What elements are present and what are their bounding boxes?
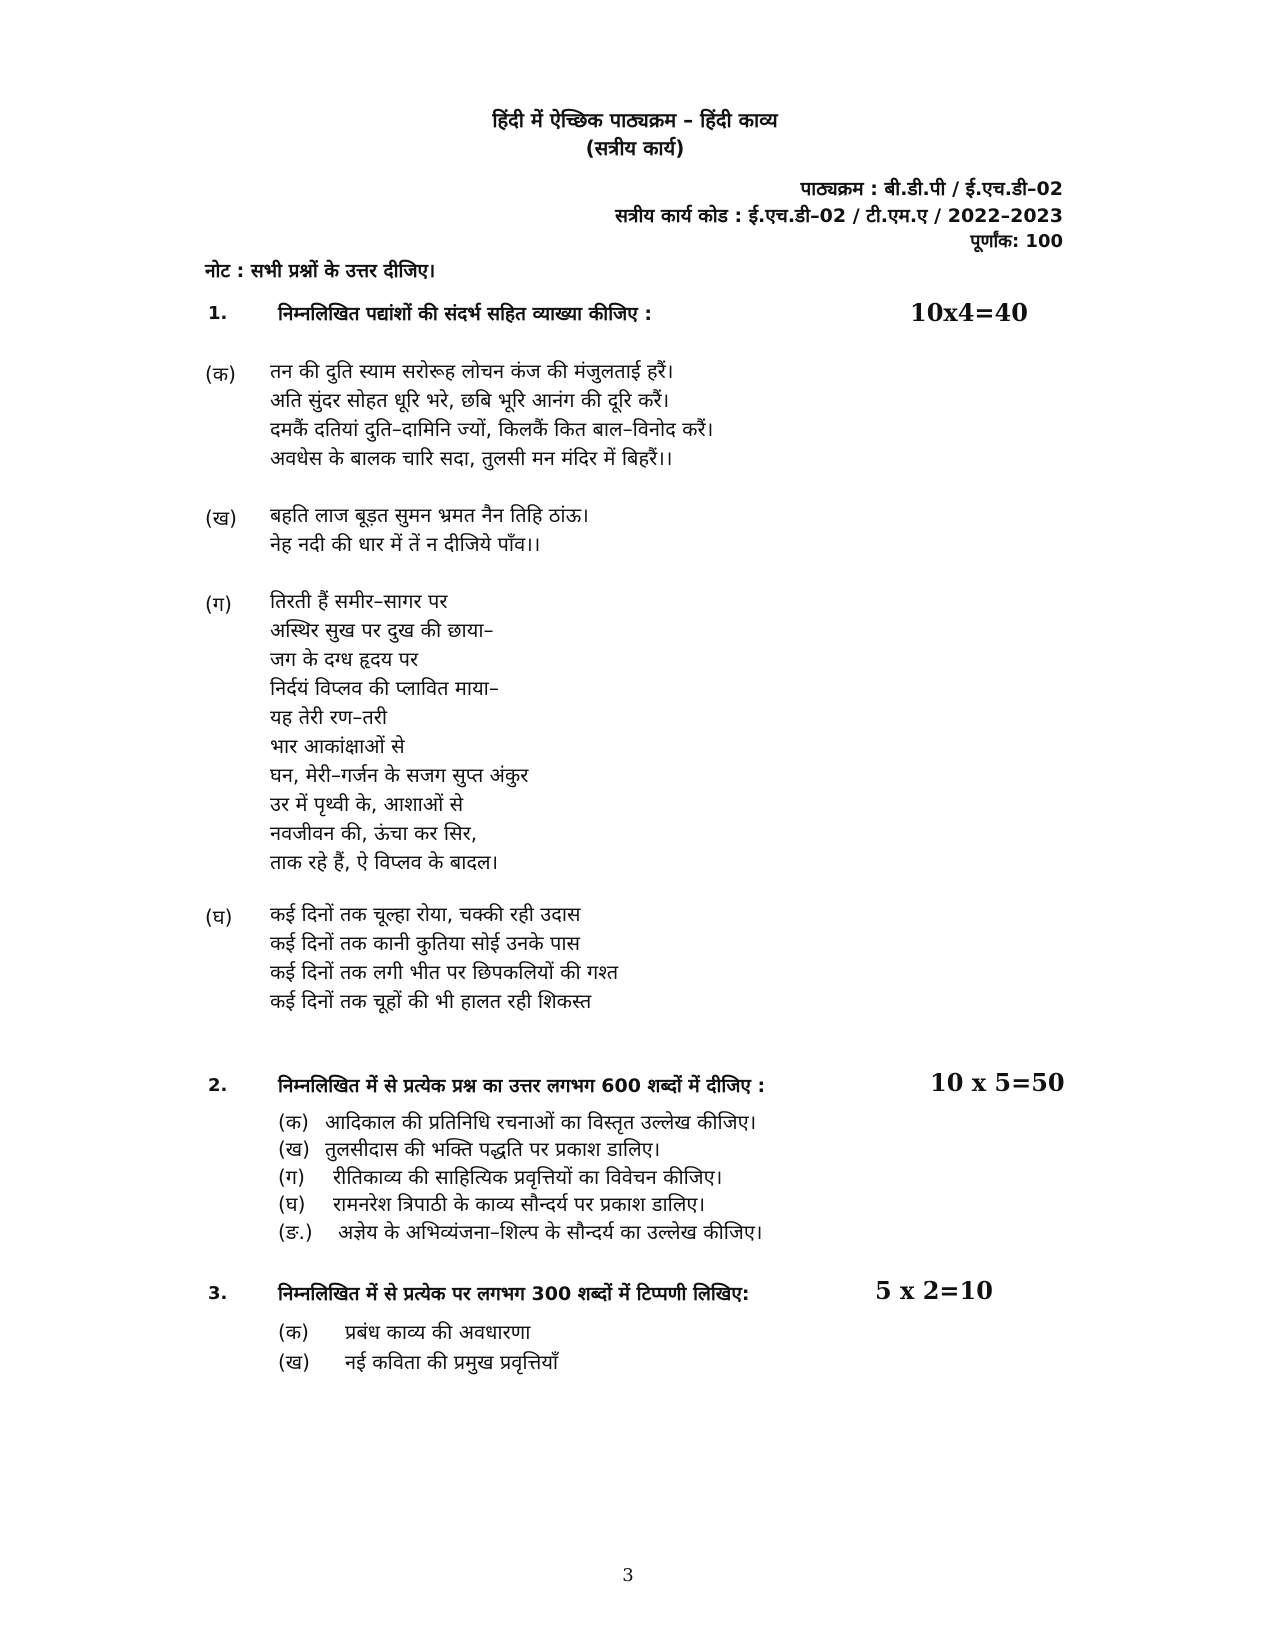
q1-part-kha-label: (ख) [205,506,237,530]
page-number: 3 [622,1565,634,1586]
q1-part-gha-label: (घ) [205,905,233,929]
verse-line: कई दिनों तक कानी कुतिया सोई उनके पास [270,931,581,955]
q1-part-kha-verse [270,501,589,559]
q3-item-text: नई कविता की प्रमुख प्रवृत्तियाँ [345,1350,559,1374]
verse-line: अस्थिर सुख पर दुख की छाया– [270,618,494,642]
verse-line: निर्दयं विप्लव की प्लावित माया– [270,676,499,700]
q1-part-ka-verse [270,357,713,473]
verse-line: यह तेरी रण–तरी [270,705,388,729]
question-1-marks: 10x4=40 [910,298,1028,327]
verse-line: कई दिनों तक चूल्हा रोया, चक्की रही उदास [270,902,581,926]
q3-item-text: प्रबंध काव्य की अवधारणा [345,1320,531,1344]
question-2-number: 2. [208,1075,228,1096]
question-3-number: 3. [208,1283,228,1304]
document-subtitle: (सत्रीय कार्य) [585,136,685,160]
verse-line: नवजीवन की, ऊंचा कर सिर, [270,821,478,845]
q1-part-gha-verse [270,900,618,1016]
q2-item-text: तुलसीदास की भक्ति पद्धति पर प्रकाश डालिए। [325,1137,661,1161]
verse-line: अति सुंदर सोहत धूरि भरे, छबि भूरि आनंग की दूरि करैं। [270,388,670,412]
verse-line: तन की दुति स्याम सरोरूह लोचन कंज की मंजुलताई हरैं। [270,359,674,383]
q1-part-ka-label: (क) [205,362,236,386]
q3-item-label: (ख) [278,1350,310,1374]
verse-line: जग के दग्ध हृदय पर [270,647,419,671]
q2-item-text: अज्ञेय के अभिव्यंजना–शिल्प के सौन्दर्य का उल्लेख कीजिए। [338,1220,763,1244]
q1-part-ga-label: (ग) [205,592,232,616]
q2-item-label: (घ) [278,1192,306,1216]
document-title: हिंदी में ऐच्छिक पाठ्यक्रम – हिंदी काव्य [492,108,778,132]
q1-part-ga-verse [270,587,528,877]
verse-line: कई दिनों तक चूहों की भी हालत रही शिकस्त [270,989,592,1013]
verse-line: दमकैं दतियां दुति–दामिनि ज्यों, किलकैं कित बाल–विनोद करैं। [270,417,714,441]
verse-line: तिरती हैं समीर–सागर पर [270,589,448,613]
q2-item-label: (ख) [278,1137,310,1161]
q2-item-text: आदिकाल की प्रतिनिधि रचनाओं का विस्तृत उल्लेख कीजिए। [325,1110,757,1134]
verse-line: कई दिनों तक लगी भीत पर छिपकलियों की गश्त [270,960,619,984]
q2-item-text: रीतिकाव्य की साहित्यिक प्रवृत्तियों का विवेचन कीजिए। [333,1165,723,1189]
verse-line: उर में पृथ्वी के, आशाओं से [270,792,464,816]
question-2-marks: 10 x 5=50 [930,1068,1065,1097]
verse-line: बहति लाज बूड़त सुमन भ्रमत नैन तिहि ठांऊ। [270,503,589,527]
question-1-text: निम्नलिखित पद्यांशों की संदर्भ सहित व्याख्या कीजिए : [278,303,652,325]
verse-line: ताक रहे हैं, ऐ विप्लव के बादल। [270,850,499,874]
q2-item-label: (ग) [278,1165,305,1189]
verse-line: भार आकांक्षाओं से [270,734,405,758]
course-code: पाठ्यक्रम : बी.डी.पी / ई.एच.डी–02 [800,178,1063,200]
q2-item-label: (ङ.) [278,1220,313,1244]
q2-item-label: (क) [278,1110,309,1134]
instruction-note: नोट : सभी प्रश्नों के उत्तर दीजिए। [205,260,436,282]
q2-item-text: रामनरेश त्रिपाठी के काव्य सौन्दर्य पर प्रकाश डालिए। [333,1192,706,1216]
question-3-marks: 5 x 2=10 [875,1276,993,1305]
max-marks: पूर्णांक: 100 [970,231,1063,252]
assignment-code: सत्रीय कार्य कोड : ई.एच.डी–02 / टी.एम.ए / 2022–2023 [615,205,1063,227]
question-2-text: निम्नलिखित में से प्रत्येक प्रश्न का उत्तर लगभग 600 शब्दों में दीजिए : [278,1075,766,1097]
q3-item-label: (क) [278,1320,309,1344]
verse-line: अवधेस के बालक चारि सदा, तुलसी मन मंदिर में बिहरैं।। [270,446,673,470]
verse-line: नेह नदी की धार में तें न दीजिये पाँव।। [270,532,541,556]
question-1-number: 1. [208,303,228,324]
verse-line: घन, मेरी–गर्जन के सजग सुप्त अंकुर [270,763,529,787]
question-3-text: निम्नलिखित में से प्रत्येक पर लगभग 300 शब्दों में टिप्पणी लिखिए: [278,1283,750,1305]
